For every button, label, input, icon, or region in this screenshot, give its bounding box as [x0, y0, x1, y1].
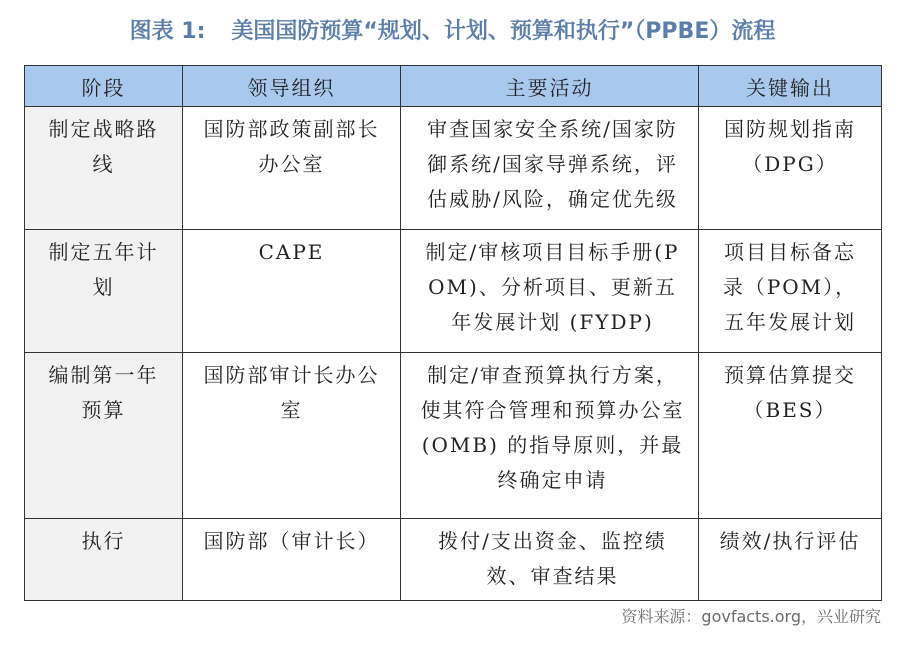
ppbe-process-table	[24, 65, 882, 601]
figure-label: 图表 1:	[129, 19, 206, 44]
cell-stage: 执行	[25, 519, 183, 601]
table-row	[25, 230, 882, 353]
cell-lead-org: CAPE	[183, 230, 401, 353]
cell-stage: 编制第一年预算	[25, 353, 183, 519]
source-note: 资料来源：govfacts.org，兴业研究	[621, 607, 881, 626]
cell-stage: 制定五年计划	[25, 230, 183, 353]
header-stage: 阶段	[25, 66, 183, 107]
header-key-output: 关键输出	[699, 66, 882, 107]
header-main-activity: 主要活动	[401, 66, 699, 107]
table-header-row	[25, 66, 882, 107]
cell-main-activity: 制定/审核项目目标手册(POM)、分析项目、更新五年发展计划 (FYDP)	[401, 230, 699, 353]
table-row	[25, 107, 882, 230]
cell-key-output: 国防规划指南（DPG）	[699, 107, 882, 230]
cell-lead-org: 国防部审计长办公室	[183, 353, 401, 519]
table-row	[25, 353, 882, 519]
cell-key-output: 预算估算提交（BES）	[699, 353, 882, 519]
cell-main-activity: 拨付/支出资金、监控绩效、审查结果	[401, 519, 699, 601]
header-lead-org: 领导组织	[183, 66, 401, 107]
figure-title	[0, 14, 905, 45]
figure-title-text: 美国国防预算“规划、计划、预算和执行”（PPBE）流程	[231, 19, 776, 44]
cell-key-output: 绩效/执行评估	[699, 519, 882, 601]
cell-main-activity: 审查国家安全系统/国家防御系统/国家导弹系统，评估威胁/风险，确定优先级	[401, 107, 699, 230]
cell-stage: 制定战略路线	[25, 107, 183, 230]
cell-main-activity: 制定/审查预算执行方案，使其符合管理和预算办公室 (OMB) 的指导原则，并最终确定申请	[401, 353, 699, 519]
cell-lead-org: 国防部（审计长）	[183, 519, 401, 601]
cell-lead-org: 国防部政策副部长办公室	[183, 107, 401, 230]
cell-key-output: 项目目标备忘录（POM），五年发展计划	[699, 230, 882, 353]
table-row	[25, 519, 882, 601]
